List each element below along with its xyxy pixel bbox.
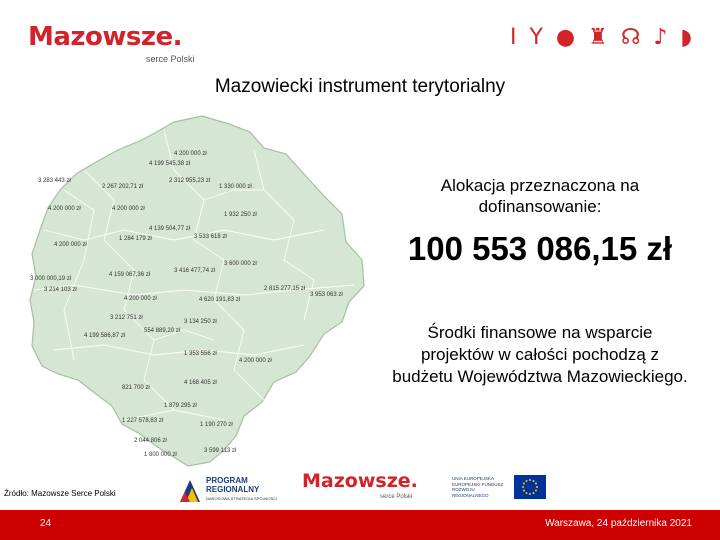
map-value: 2 044 806 zł <box>134 438 167 444</box>
source-note: Źródło: Mazowsze Serce Polski <box>4 489 116 498</box>
program-regionalny-logo <box>178 476 288 506</box>
pictogram-icons: I Y ● ♜ ☊ ♪ ◗ <box>510 25 695 50</box>
map-value: 3 134 250 zł <box>184 319 217 325</box>
mazowsze-logo <box>28 22 218 70</box>
eu-text: UNIA EUROPEJSKA EUROPEJSKI FUNDUSZ ROZWOJU REGIONALNEGO <box>452 476 504 498</box>
page-number: 24 <box>40 518 52 529</box>
allocation-label: Alokacja przeznaczona na dofinansowanie: <box>440 176 640 216</box>
mazowsze-partner-sub: serce Polski <box>380 494 413 500</box>
eu-flag-icon <box>514 475 546 499</box>
map-value: 1 879 295 zł <box>164 403 197 409</box>
map-value: 1 227 578,83 zł <box>122 418 164 424</box>
map-value: 4 200 000 zł <box>112 206 145 212</box>
map-value: 554 889,20 zł <box>144 328 181 334</box>
map-value: 4 159 067,36 zł <box>109 272 151 278</box>
page-title: Mazowiecki instrument terytorialny <box>214 76 506 97</box>
map-value: 2 815 277,15 zł <box>264 286 306 292</box>
map-value: 1 353 556 zł <box>184 351 217 357</box>
map-value: 3 000 000,19 zł <box>30 276 72 282</box>
map-value: 4 200 000 zł <box>54 242 87 248</box>
program-name: PROGRAM REGIONALNY <box>206 476 260 494</box>
map-value: 1 284 179 zł <box>119 236 152 242</box>
map-value: 4 620 191,83 zł <box>199 297 241 303</box>
logo-text: Mazowsze. <box>28 22 183 52</box>
logo-subtitle: serce Polski <box>146 54 195 64</box>
map-value: 4 199 586,87 zł <box>84 333 126 339</box>
mazowsze-map <box>24 110 369 475</box>
map-value: 4 200 000 zł <box>48 206 81 212</box>
map-value: 3 600 000 zł <box>224 261 257 267</box>
map-value: 4 200 000 zł <box>239 358 272 364</box>
map-value: 4 200 000 zł <box>124 296 157 302</box>
map-value: 3 416 477,74 zł <box>174 268 216 274</box>
allocation-amount: 100 553 086,15 zł <box>407 230 673 267</box>
eu-logo <box>452 474 547 502</box>
program-subtitle: NARODOWA STRATEGIA SPÓJNOŚCI <box>206 496 278 501</box>
funds-note: Środki finansowe na wsparcie projektów w całości pochodzą z budżetu Województwa Mazowieckiego. <box>392 323 688 386</box>
map-value: 4 139 504,77 zł <box>149 226 191 232</box>
map-value: 1 932 250 zł <box>224 212 257 218</box>
map-value: 1 800 000 zł <box>144 452 177 458</box>
mazowsze-partner-text: Mazowsze. <box>302 470 418 492</box>
map-value: 4 168 405 zł <box>184 380 217 386</box>
map-value: 2 267 202,71 zł <box>102 184 144 190</box>
map-value: 3 953 063 zł <box>310 292 343 298</box>
footer-bar <box>0 510 720 540</box>
footer-place-date: Warszawa, 24 października 2021 <box>545 518 692 529</box>
map-value: 1 190 270 zł <box>200 422 233 428</box>
map-value: 4 199 545,38 zł <box>149 161 191 167</box>
program-regionalny-icon <box>178 478 202 504</box>
map-value: 3 214 103 zł <box>44 287 77 293</box>
map-value: 3 283 443 zł <box>38 178 71 184</box>
mazowsze-partner-logo <box>302 470 422 506</box>
map-value: 4 200 000 zł <box>174 151 207 157</box>
map-value: 821 700 zł <box>122 385 150 391</box>
map-value: 1 330 000 zł <box>219 184 252 190</box>
map-value: 3 533 618 zł <box>194 234 227 240</box>
map-value: 3 599 113 zł <box>204 448 237 454</box>
map-value: 2 312 955,23 zł <box>169 178 211 184</box>
map-value: 3 212 751 zł <box>110 315 143 321</box>
